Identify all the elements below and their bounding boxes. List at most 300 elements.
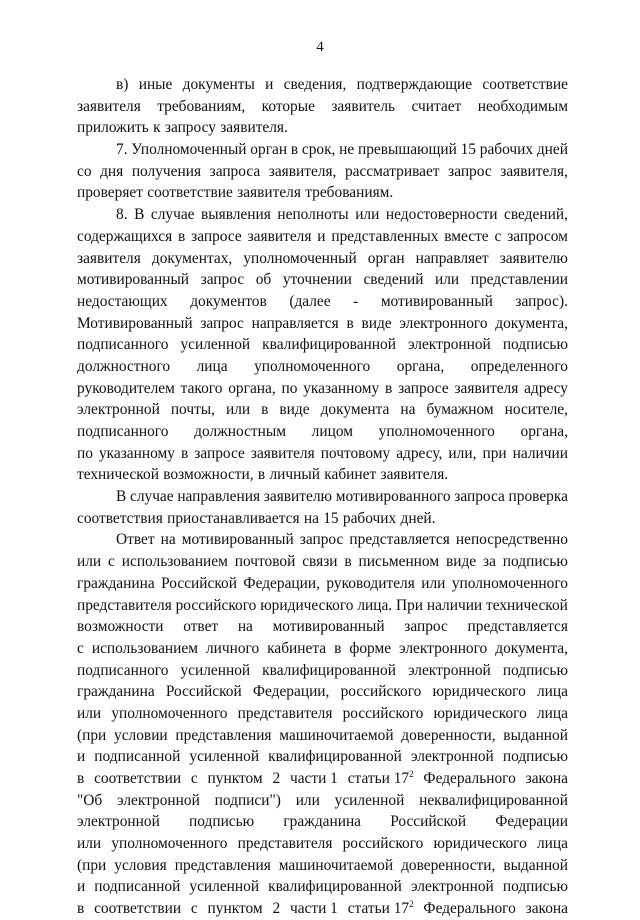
word: в xyxy=(178,227,186,245)
word: с xyxy=(494,227,502,245)
word: направления xyxy=(177,488,261,506)
word: в xyxy=(77,900,85,918)
word: юридического xyxy=(433,835,527,853)
word: представителя xyxy=(237,704,333,722)
word: связи xyxy=(302,553,338,571)
text-line xyxy=(77,226,568,248)
word: которые xyxy=(261,97,315,115)
word: с xyxy=(77,639,84,657)
word: или xyxy=(355,206,380,224)
word: усиленной xyxy=(180,661,251,679)
word: лицом xyxy=(311,423,353,440)
word: и xyxy=(77,878,86,896)
word: представителя xyxy=(77,596,172,614)
word: заявителя. xyxy=(220,119,288,137)
word: личного xyxy=(205,639,260,657)
word: личный xyxy=(269,466,320,484)
word: представляется xyxy=(467,618,568,636)
word: превышающий xyxy=(357,141,457,159)
word: лица xyxy=(536,704,568,722)
word: почтовому xyxy=(320,444,391,462)
word: виде xyxy=(279,401,310,419)
word: по xyxy=(281,379,298,397)
word: заявителя xyxy=(454,379,519,397)
word: мотивированный xyxy=(77,271,190,289)
word: части 1 xyxy=(289,770,338,787)
word: Федерального xyxy=(423,770,516,787)
word: мотивированный xyxy=(181,531,294,549)
word: лица xyxy=(536,835,568,853)
word: условия xyxy=(114,856,167,874)
word: - xyxy=(353,292,359,310)
word: уполномоченного xyxy=(254,357,371,375)
word: запроса xyxy=(454,488,505,506)
text-line xyxy=(77,811,568,833)
word: в xyxy=(180,444,189,462)
word: дней. xyxy=(400,509,436,527)
word: приложить xyxy=(77,119,149,137)
word: пунктом xyxy=(207,900,263,918)
word: документа, xyxy=(495,639,568,657)
text-line xyxy=(77,833,568,855)
word: заявителя xyxy=(77,249,141,267)
word: запрос). xyxy=(515,292,568,310)
word: электронной xyxy=(407,336,491,354)
word: использованием xyxy=(121,553,228,571)
word: запрос xyxy=(200,314,244,332)
word: (при xyxy=(77,726,107,744)
word: необходимым xyxy=(477,97,568,115)
word: в xyxy=(346,314,354,332)
text-line xyxy=(77,855,568,877)
text-line xyxy=(77,269,568,291)
word: заявителя xyxy=(77,97,141,115)
word: или xyxy=(77,835,102,853)
word: электронной xyxy=(410,748,494,766)
text-line xyxy=(77,746,568,768)
word: представления xyxy=(175,726,272,744)
word: письменном xyxy=(358,553,440,571)
word: направляет xyxy=(415,249,489,267)
word: или xyxy=(77,704,102,722)
text-line xyxy=(77,356,568,378)
word: российского xyxy=(342,704,424,722)
word: почтовой xyxy=(234,553,296,571)
text-line xyxy=(77,725,568,747)
word: подтверждающие xyxy=(356,76,473,93)
word: проверка xyxy=(508,488,568,506)
word: пунктом xyxy=(207,770,263,787)
word: документа xyxy=(320,401,390,419)
text-line xyxy=(77,204,568,226)
word: должностным xyxy=(194,423,286,440)
word: машиночитаемой xyxy=(278,856,394,874)
word: и xyxy=(265,76,274,93)
text-line xyxy=(77,182,568,204)
word: подписанного xyxy=(77,423,169,440)
word: подписью xyxy=(502,748,568,766)
word: мотивированный xyxy=(272,618,385,636)
word: запросу xyxy=(164,119,216,137)
word: на xyxy=(160,531,176,549)
word: и xyxy=(77,748,86,766)
word: должностного xyxy=(77,357,171,375)
word: запрос xyxy=(200,271,245,289)
word: представленных xyxy=(331,227,439,245)
word: соответствие xyxy=(147,184,233,202)
word: статьи $17^2$ xyxy=(347,769,414,787)
text-line xyxy=(77,139,568,161)
word: выданной xyxy=(503,856,568,874)
word: квалифицированной xyxy=(268,748,402,766)
word: части 1 xyxy=(289,900,338,918)
word: Федерального xyxy=(423,900,516,918)
word: в xyxy=(257,466,266,484)
word: представляется xyxy=(349,531,450,549)
word: адресу, xyxy=(396,444,443,462)
word: документах, xyxy=(151,249,233,267)
word: подписью xyxy=(502,661,568,679)
text-line xyxy=(77,660,568,682)
word: мотивированного xyxy=(335,488,451,506)
word: или xyxy=(226,401,251,419)
word: с xyxy=(108,553,115,571)
word: гражданина xyxy=(77,574,155,592)
word: электронной xyxy=(407,661,491,679)
word: подписанного xyxy=(77,336,169,354)
word: лица xyxy=(196,357,228,375)
word: виде xyxy=(361,314,392,332)
word: 15 xyxy=(323,509,339,527)
word: на xyxy=(237,618,253,636)
word: использованием xyxy=(91,639,198,657)
word: направляется xyxy=(251,314,339,332)
word: документы xyxy=(182,76,255,93)
text-line xyxy=(77,790,568,812)
word: получения xyxy=(131,162,202,180)
word: случае xyxy=(129,488,174,506)
word: сведений, xyxy=(504,206,568,224)
word: подписью xyxy=(189,813,255,831)
word: указанному xyxy=(98,444,175,462)
word: органа, xyxy=(396,357,445,375)
word: Мотивированный xyxy=(77,314,193,332)
word: документов xyxy=(190,292,267,310)
word: или xyxy=(435,271,460,289)
word: иные xyxy=(138,76,173,93)
text-line xyxy=(77,616,568,638)
word: выданной xyxy=(503,726,568,744)
word: заявитель xyxy=(331,97,396,115)
word: за xyxy=(482,553,496,571)
word: уполномоченного xyxy=(111,835,228,853)
word: запрос xyxy=(299,531,344,549)
word: запроса xyxy=(209,162,261,180)
word: в) xyxy=(116,76,129,93)
text-line xyxy=(77,443,568,465)
word: заявителя, xyxy=(500,162,568,180)
word: заявителю xyxy=(263,488,333,506)
word: требованиям. xyxy=(305,184,394,202)
word: квалифицированной xyxy=(262,661,396,679)
word: руководителя xyxy=(326,574,415,592)
word: такого xyxy=(180,379,223,397)
word: запросе xyxy=(191,227,242,245)
word: Российской xyxy=(390,813,467,831)
word: по xyxy=(77,444,93,462)
word: представления xyxy=(174,856,271,874)
word: гражданина xyxy=(77,683,155,701)
word: в xyxy=(344,553,352,571)
word: дней xyxy=(536,141,568,159)
word: уточнении xyxy=(282,271,352,289)
word: недостоверности xyxy=(385,206,498,224)
text-line xyxy=(77,681,568,703)
word: Федерации xyxy=(495,813,568,831)
word: наличии xyxy=(512,444,568,462)
word: уполномоченного xyxy=(378,423,495,440)
word: непосредственно xyxy=(455,531,568,549)
word: заявителя xyxy=(247,227,312,245)
word: электронного xyxy=(399,314,488,332)
word: почты, xyxy=(170,401,216,419)
word: подписанной xyxy=(94,748,181,766)
word: кабинет xyxy=(324,466,377,484)
text-line xyxy=(77,378,568,400)
word: подписью xyxy=(502,878,568,896)
word: в xyxy=(334,639,342,657)
word: усиленной xyxy=(189,748,260,766)
word: Ответ xyxy=(116,531,155,549)
text-line xyxy=(77,508,568,530)
word: уполномоченный xyxy=(243,249,357,267)
word: сведений xyxy=(363,271,424,289)
word: доверенности, xyxy=(401,726,496,744)
word: органа, xyxy=(228,379,276,397)
word: не xyxy=(339,141,355,159)
word: при xyxy=(482,444,507,462)
word: неквалифицированной xyxy=(419,791,568,809)
word: форме xyxy=(349,639,392,657)
word: российского xyxy=(340,683,422,701)
word: подписи") xyxy=(214,791,281,809)
word: российского xyxy=(342,835,424,853)
word: Федерации, xyxy=(243,574,320,592)
text-line xyxy=(77,638,568,660)
word: Российской xyxy=(165,683,242,701)
word: рабочих xyxy=(479,141,534,159)
word: запросе xyxy=(194,444,245,462)
word: электронной xyxy=(410,878,494,896)
word: считает xyxy=(411,97,462,115)
word: юридического xyxy=(432,683,526,701)
text-line xyxy=(77,334,568,356)
word: кабинета xyxy=(267,639,327,657)
word: электронной xyxy=(77,813,160,831)
word: подписью xyxy=(502,553,568,571)
word: проверяет xyxy=(77,184,143,202)
word: усиленной xyxy=(180,336,251,354)
text-line xyxy=(77,313,568,335)
text-line xyxy=(77,898,568,920)
word: технической xyxy=(77,466,159,484)
word: в xyxy=(77,770,85,787)
word: орган xyxy=(367,249,405,267)
word: и xyxy=(317,227,326,245)
word: сведения, xyxy=(283,76,347,93)
word: 7. xyxy=(116,141,128,159)
word: уполномоченного xyxy=(451,574,568,592)
text-line xyxy=(77,573,568,595)
word: ответ xyxy=(183,618,219,636)
word: Федерации, xyxy=(252,683,330,701)
word: приостанавливается xyxy=(167,509,300,527)
text-line xyxy=(77,595,568,617)
word: юридического xyxy=(433,704,527,722)
word: рабочих xyxy=(342,509,397,527)
word: соответствия xyxy=(77,509,163,527)
word: определенного xyxy=(470,357,568,375)
word: В xyxy=(134,206,145,224)
word: заявителя, xyxy=(268,162,337,180)
word: В xyxy=(116,488,127,506)
word: содержащихся xyxy=(77,227,173,245)
word: носителе, xyxy=(504,401,568,419)
word: электронной xyxy=(117,791,200,809)
word: юридического xyxy=(260,596,354,614)
word: соответствии xyxy=(94,770,182,787)
text-line xyxy=(77,876,568,898)
word: рассматривает xyxy=(344,162,440,180)
word: заявителя xyxy=(250,444,315,462)
superscript: 2 xyxy=(409,899,414,910)
superscript: 2 xyxy=(409,769,414,779)
word: 2 xyxy=(272,770,281,787)
word: заявителя. xyxy=(380,466,449,484)
word: российского xyxy=(175,596,257,614)
word: 2 xyxy=(272,900,281,918)
word: Уполномоченный xyxy=(131,141,247,159)
word: возможности xyxy=(77,618,164,636)
word: требованиям, xyxy=(157,97,246,115)
word: адресу xyxy=(524,379,568,397)
page-number: 4 xyxy=(316,39,324,55)
word: статьи $17^2$ xyxy=(347,899,414,918)
word: электронной xyxy=(77,401,160,419)
word: Российской xyxy=(161,574,237,592)
text-line xyxy=(77,248,568,270)
word: в xyxy=(261,401,269,419)
text-line xyxy=(77,291,568,313)
word: или xyxy=(295,791,320,809)
document-body xyxy=(77,74,568,920)
word: вместе xyxy=(444,227,489,245)
text-line xyxy=(77,703,568,725)
text-line xyxy=(77,96,568,118)
word: неполноты xyxy=(277,206,349,224)
word: 15 xyxy=(460,141,476,159)
word: гражданина xyxy=(283,813,362,831)
word: случае xyxy=(150,206,195,224)
text-line xyxy=(77,399,568,421)
word: орган xyxy=(250,141,288,159)
word: доверенности, xyxy=(401,856,496,874)
word: документа, xyxy=(495,314,568,332)
text-line xyxy=(77,551,568,573)
word: в xyxy=(385,379,393,397)
text-line xyxy=(77,464,568,486)
word: срок, xyxy=(301,141,336,159)
word: усиленной xyxy=(189,878,260,896)
word: При xyxy=(395,596,424,614)
text-line xyxy=(77,529,568,551)
word: заявителю xyxy=(499,249,568,267)
word: соответствие xyxy=(482,76,568,93)
word: усиленной xyxy=(334,791,405,809)
word: возможности, xyxy=(163,466,254,484)
word: квалифицированной xyxy=(262,336,396,354)
word: на xyxy=(303,509,319,527)
word: в xyxy=(290,141,299,159)
word: подписанной xyxy=(94,878,181,896)
word: "Об xyxy=(77,791,103,809)
word: уполномоченного xyxy=(111,704,228,722)
word: наличии xyxy=(426,596,483,614)
word: запрос xyxy=(404,618,448,636)
word: квалифицированной xyxy=(268,878,402,896)
word: электронного xyxy=(399,639,488,657)
word: дня xyxy=(100,162,124,180)
word: запросом xyxy=(507,227,568,245)
word: подписанного xyxy=(77,661,169,679)
word: заявителя xyxy=(237,184,301,202)
word: машиночитаемой xyxy=(279,726,394,744)
word: или, xyxy=(448,444,477,462)
word: или xyxy=(77,553,102,571)
word: запросе xyxy=(398,379,449,397)
word: к xyxy=(153,119,161,137)
word: указанному xyxy=(303,379,380,397)
word: технической xyxy=(485,596,568,614)
word: выявления xyxy=(201,206,271,224)
text-line xyxy=(77,161,568,183)
word: бумажном xyxy=(426,401,494,419)
word: на xyxy=(400,401,416,419)
word: со xyxy=(77,162,92,180)
word: виде xyxy=(445,553,477,571)
word: подписью xyxy=(502,336,568,354)
text-line xyxy=(77,486,568,508)
text-line xyxy=(77,421,568,443)
word: лица xyxy=(536,683,568,701)
word: представителя xyxy=(237,835,333,853)
word: закона xyxy=(525,900,568,918)
word: недостающих xyxy=(77,292,168,310)
word: (при xyxy=(77,856,107,874)
word: условии xyxy=(114,726,168,744)
word: 8. xyxy=(116,206,128,224)
word: об xyxy=(255,271,272,289)
word: с xyxy=(190,900,198,918)
word: представлении xyxy=(470,271,568,289)
word: с xyxy=(190,770,198,787)
word: закона xyxy=(525,770,568,787)
word: или xyxy=(421,574,446,592)
text-line xyxy=(77,74,568,96)
word: руководителем xyxy=(77,379,175,397)
word: лица. xyxy=(357,596,393,614)
word: мотивированный xyxy=(380,292,493,310)
